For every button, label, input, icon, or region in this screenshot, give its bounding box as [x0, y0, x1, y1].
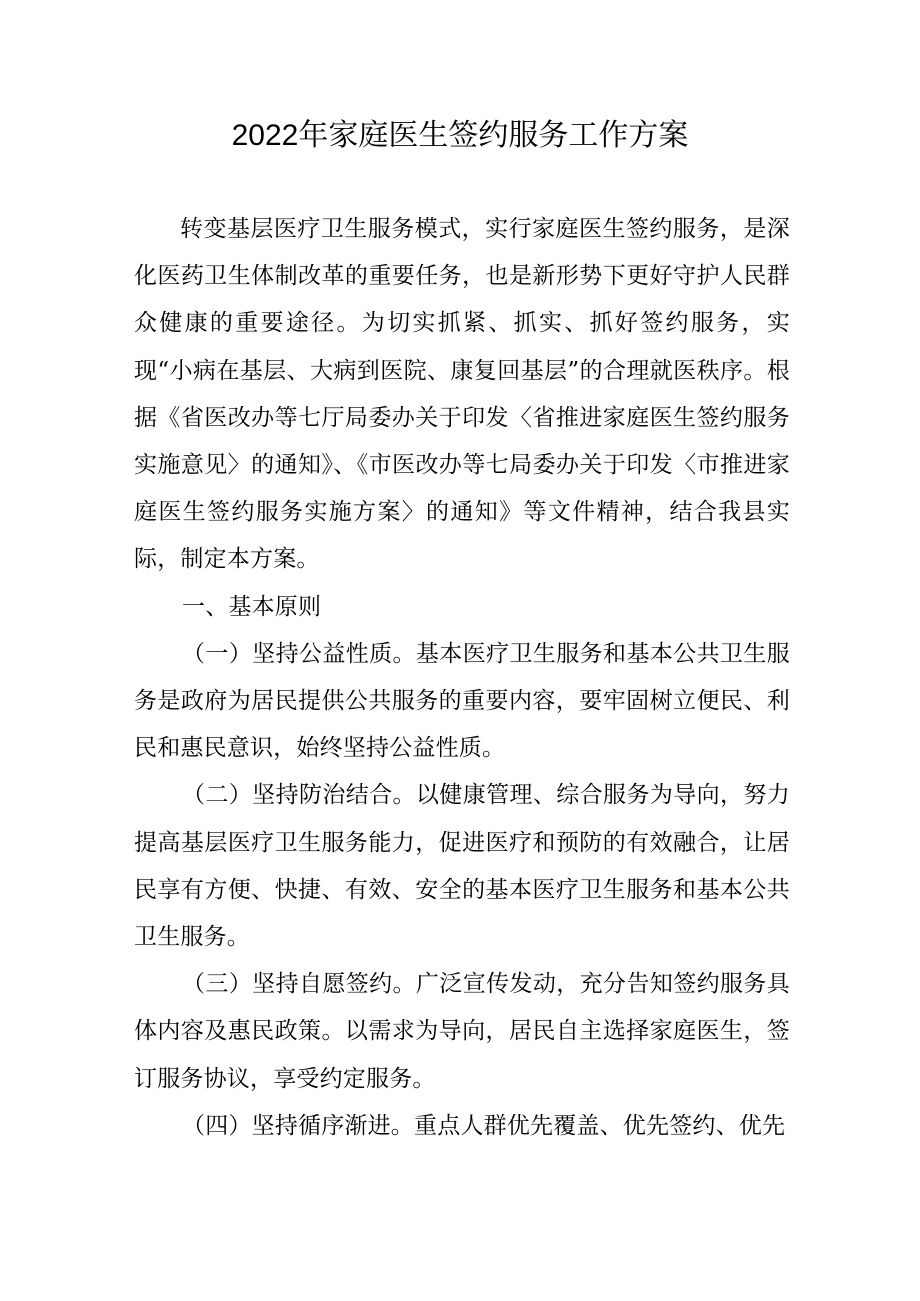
section-heading-basic-principles: 一、基本原则 — [182, 593, 322, 620]
intro-paragraph: 转变基层医疗卫生服务模式，实行家庭医生签约服务，是深化医药卫生体制改革的重要任务，也是新形势下更好守护人民群众健康的重要途径。为切实抓紧、抓实、抓好签约服务，实现“小病在基层、大病到医院、康复回基层”的合理就医秩序。根据《省医改办等七厅局委办关于印发〈省推进家庭医生签约服务实施意见〉的通知》、《市医改办等七局委办关于印发〈市推进家庭医生签约服务实施方案〉的通知》等文件精神，结合我县实际，制定本方案。 — [134, 216, 790, 573]
principle-4-paragraph: （四）坚持循序渐进。重点人群优先覆盖、优先签约、优先 — [182, 1112, 786, 1139]
principle-3-paragraph: （三）坚持自愿签约。广泛宣传发动，充分告知签约服务具体内容及惠民政策。以需求为导向，居民自主选择家庭医生，签订服务协议，享受约定服务。 — [134, 971, 790, 1092]
document-body — [134, 206, 790, 1150]
principle-2-paragraph: （二）坚持防治结合。以健康管理、综合服务为导向，努力提高基层医疗卫生服务能力，促进医疗和预防的有效融合，让居民享有方便、快捷、有效、安全的基本医疗卫生服务和基本公共卫生服务。 — [134, 782, 790, 951]
principle-1-paragraph: （一）坚持公益性质。基本医疗卫生服务和基本公共卫生服务是政府为居民提供公共服务的重要内容，要牢固树立便民、利民和惠民意识，始终坚持公益性质。 — [134, 640, 790, 762]
document-title: 2022年家庭医生签约服务工作方案 — [231, 119, 689, 152]
